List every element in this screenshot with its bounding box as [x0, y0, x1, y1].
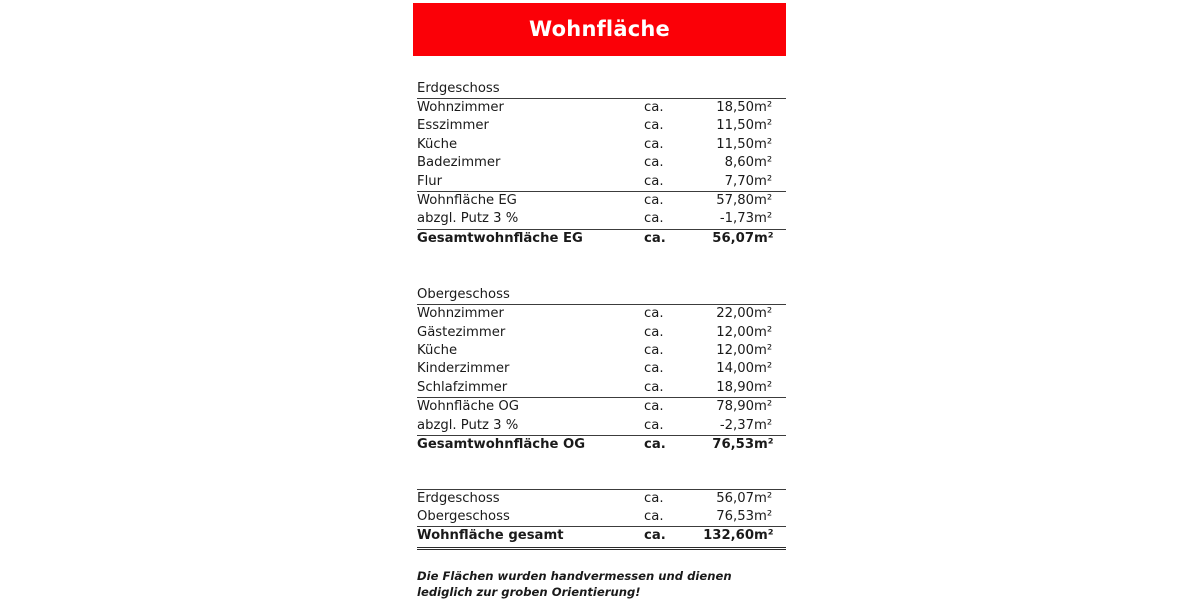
room-label: Kinderzimmer: [417, 361, 510, 377]
section-total-row: [417, 229, 786, 248]
living-area-sheet: [417, 78, 786, 600]
approx-label: ca.: [644, 100, 664, 115]
floor-table-erdgeschoss: [417, 78, 786, 248]
area-unit: m²: [754, 324, 773, 340]
room-label: Küche: [417, 136, 458, 152]
approx-label: ca.: [644, 306, 664, 322]
total-label: Gesamtwohnfläche EG: [417, 229, 644, 248]
area-unit: m²: [754, 211, 773, 227]
approx-label: ca.: [644, 343, 664, 359]
area-unit: m²: [754, 436, 786, 455]
table-row: [417, 324, 786, 342]
deduction-row: [417, 417, 786, 436]
approx-label: ca.: [644, 192, 684, 211]
approx-label: ca.: [644, 379, 664, 395]
area-value: 18,50: [716, 100, 754, 115]
page-title-banner: [413, 3, 786, 56]
area-value: 22,00: [716, 306, 754, 322]
section-heading-spacer-ca: [644, 78, 684, 99]
approx-label: ca.: [644, 211, 664, 227]
section-heading: Erdgeschoss: [417, 78, 644, 99]
grand-total-value: 132,60: [684, 527, 754, 548]
area-unit: m²: [754, 173, 773, 189]
section-heading-spacer-unit: [754, 284, 786, 305]
table-row: [417, 99, 786, 118]
table-row: [417, 379, 786, 398]
subtotal-label: Wohnfläche EG: [417, 192, 644, 211]
room-label: Esszimmer: [417, 118, 489, 134]
summary-label: Obergeschoss: [417, 508, 510, 524]
area-unit: m²: [754, 361, 773, 377]
section-header-row: [417, 284, 786, 305]
approx-label: ca.: [644, 229, 684, 248]
area-value: 11,50: [716, 136, 754, 152]
room-label: Schlafzimmer: [417, 379, 508, 395]
table-row: [417, 117, 786, 135]
summary-row: [417, 489, 786, 508]
floor-table-obergeschoss: [417, 284, 786, 454]
summary-label: Erdgeschoss: [417, 489, 644, 508]
room-label: Küche: [417, 343, 458, 359]
approx-label: ca.: [644, 436, 684, 455]
total-value: 76,53: [684, 436, 754, 455]
area-value: 7,70: [724, 173, 754, 189]
total-label: Gesamtwohnfläche OG: [417, 436, 644, 455]
table-row: [417, 342, 786, 360]
area-value: 12,00: [716, 343, 754, 359]
section-spacer: [417, 248, 786, 284]
room-label: Badezimmer: [417, 155, 501, 171]
area-value: 8,60: [724, 155, 754, 171]
approx-label: ca.: [644, 324, 664, 340]
section-total-row: [417, 436, 786, 455]
grand-total-row: [417, 527, 786, 548]
approx-label: ca.: [644, 527, 684, 548]
summary-value: 56,07: [684, 489, 754, 508]
area-value: 11,50: [716, 118, 754, 134]
area-unit: m²: [754, 155, 773, 171]
deduction-value: -2,37: [719, 417, 754, 433]
summary-value: 76,53: [716, 508, 754, 524]
subtotal-value: 78,90: [684, 398, 754, 417]
deduction-value: -1,73: [719, 211, 754, 227]
subtotal-row: [417, 192, 786, 211]
section-header-row: [417, 78, 786, 99]
section-heading: Obergeschoss: [417, 284, 644, 305]
approx-label: ca.: [644, 118, 664, 134]
area-unit: m²: [754, 136, 773, 152]
area-unit: m²: [754, 118, 773, 134]
approx-label: ca.: [644, 136, 664, 152]
area-unit: m²: [754, 100, 773, 115]
area-unit: m²: [754, 306, 773, 322]
area-unit: m²: [754, 379, 773, 395]
approx-label: ca.: [644, 361, 664, 377]
area-unit: m²: [754, 417, 773, 433]
deduction-label: abzgl. Putz 3 %: [417, 211, 519, 227]
table-row: [417, 305, 786, 324]
subtotal-value: 57,80: [684, 192, 754, 211]
page-title: Wohnfläche: [529, 17, 670, 41]
area-unit: m²: [754, 508, 773, 524]
subtotal-row: [417, 398, 786, 417]
area-value: 14,00: [716, 361, 754, 377]
section-heading-spacer-val: [684, 284, 754, 305]
room-label: Wohnzimmer: [417, 306, 504, 322]
table-row: [417, 173, 786, 192]
room-label: Gästezimmer: [417, 324, 506, 340]
approx-label: ca.: [644, 417, 664, 433]
area-unit: m²: [754, 343, 773, 359]
section-heading-spacer-ca: [644, 284, 684, 305]
total-value: 56,07: [684, 229, 754, 248]
table-row: [417, 154, 786, 172]
approx-label: ca.: [644, 173, 664, 189]
area-unit: m²: [754, 229, 786, 248]
footnote-text: Die Flächen wurden handvermessen und dienen lediglich zur groben Orientierung!: [417, 568, 732, 599]
area-unit: m²: [754, 192, 786, 211]
area-value: 12,00: [716, 324, 754, 340]
grand-total-label: Wohnfläche gesamt: [417, 527, 644, 548]
summary-row: [417, 508, 786, 527]
summary-spacer: [417, 455, 786, 489]
room-label: Flur: [417, 173, 443, 189]
room-label: Wohnzimmer: [417, 100, 504, 115]
deduction-row: [417, 210, 786, 229]
table-row: [417, 360, 786, 378]
summary-table: [417, 489, 786, 550]
section-heading-spacer-unit: [754, 78, 786, 99]
subtotal-label: Wohnfläche OG: [417, 398, 644, 417]
approx-label: ca.: [644, 489, 684, 508]
area-value: 18,90: [716, 379, 754, 395]
table-row: [417, 136, 786, 154]
area-unit: m²: [754, 489, 786, 508]
approx-label: ca.: [644, 155, 664, 171]
section-heading-spacer-val: [684, 78, 754, 99]
area-unit: m²: [754, 527, 786, 548]
approx-label: ca.: [644, 508, 664, 524]
area-unit: m²: [754, 398, 786, 417]
approx-label: ca.: [644, 398, 684, 417]
deduction-label: abzgl. Putz 3 %: [417, 417, 519, 433]
